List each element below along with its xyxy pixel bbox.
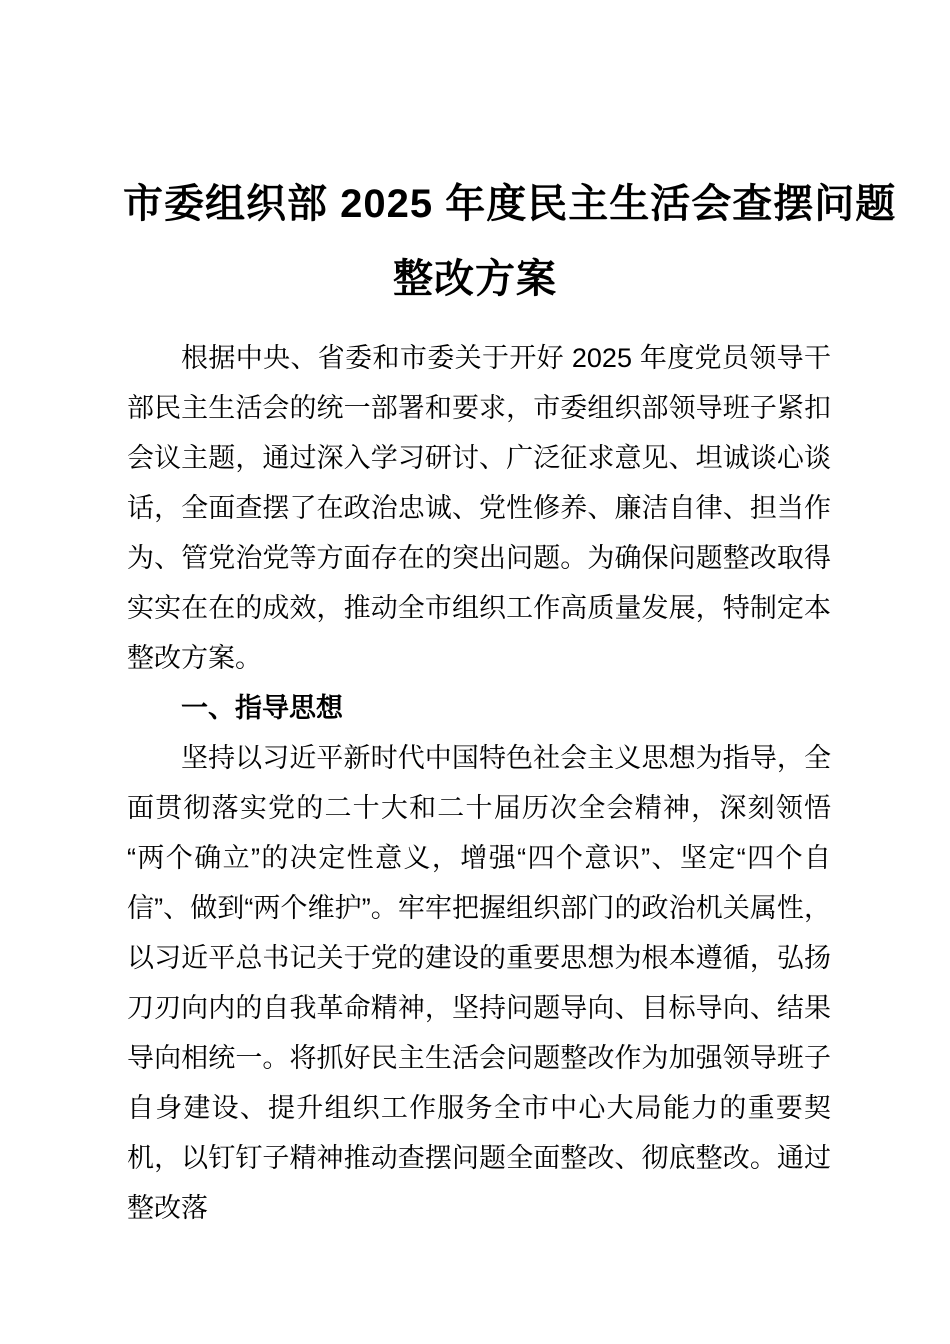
document-title (123, 0, 897, 317)
document-body (127, 333, 831, 1233)
document-title-line1: 市委组织部 2025 年度民主生活会查摆问题 (123, 182, 897, 226)
paragraph-intro: 根据中央、省委和市委关于开好 2025 年度党员领导干部民主生活会的统一部署和要求，市委组织部领导班子紧扣会议主题，通过深入学习研讨、广泛征求意见、坦诚谈心谈话，全面查摆了在政治忠诚、党性修养、廉洁自律、担当作为、管党治党等方面存在的突出问题。为确保问题整改取得实实在在的成效，推动全市组织工作高质量发展，特制定本整改方案。 (127, 343, 831, 673)
section-heading-guiding-ideology: 一、指导思想 (181, 693, 343, 723)
paragraph-guiding-ideology: 坚持以习近平新时代中国特色社会主义思想为指导，全面贯彻落实党的二十大和二十届历次全会精神，深刻领悟“两个确立”的决定性意义，增强“四个意识”、坚定“四个自信”、做到“两个维护”。牢牢把握组织部门的政治机关属性，以习近平总书记关于党的建设的重要思想为根本遵循，弘扬刀刃向内的自我革命精神，坚持问题导向、目标导向、结果导向相统一。将抓好民主生活会问题整改作为加强领导班子自身建设、提升组织工作服务全市中心大局能力的重要契机，以钉钉子精神推动查摆问题全面整改、彻底整改。通过整改落 (127, 743, 831, 1223)
document-title-line2: 整改方案 (393, 257, 557, 301)
